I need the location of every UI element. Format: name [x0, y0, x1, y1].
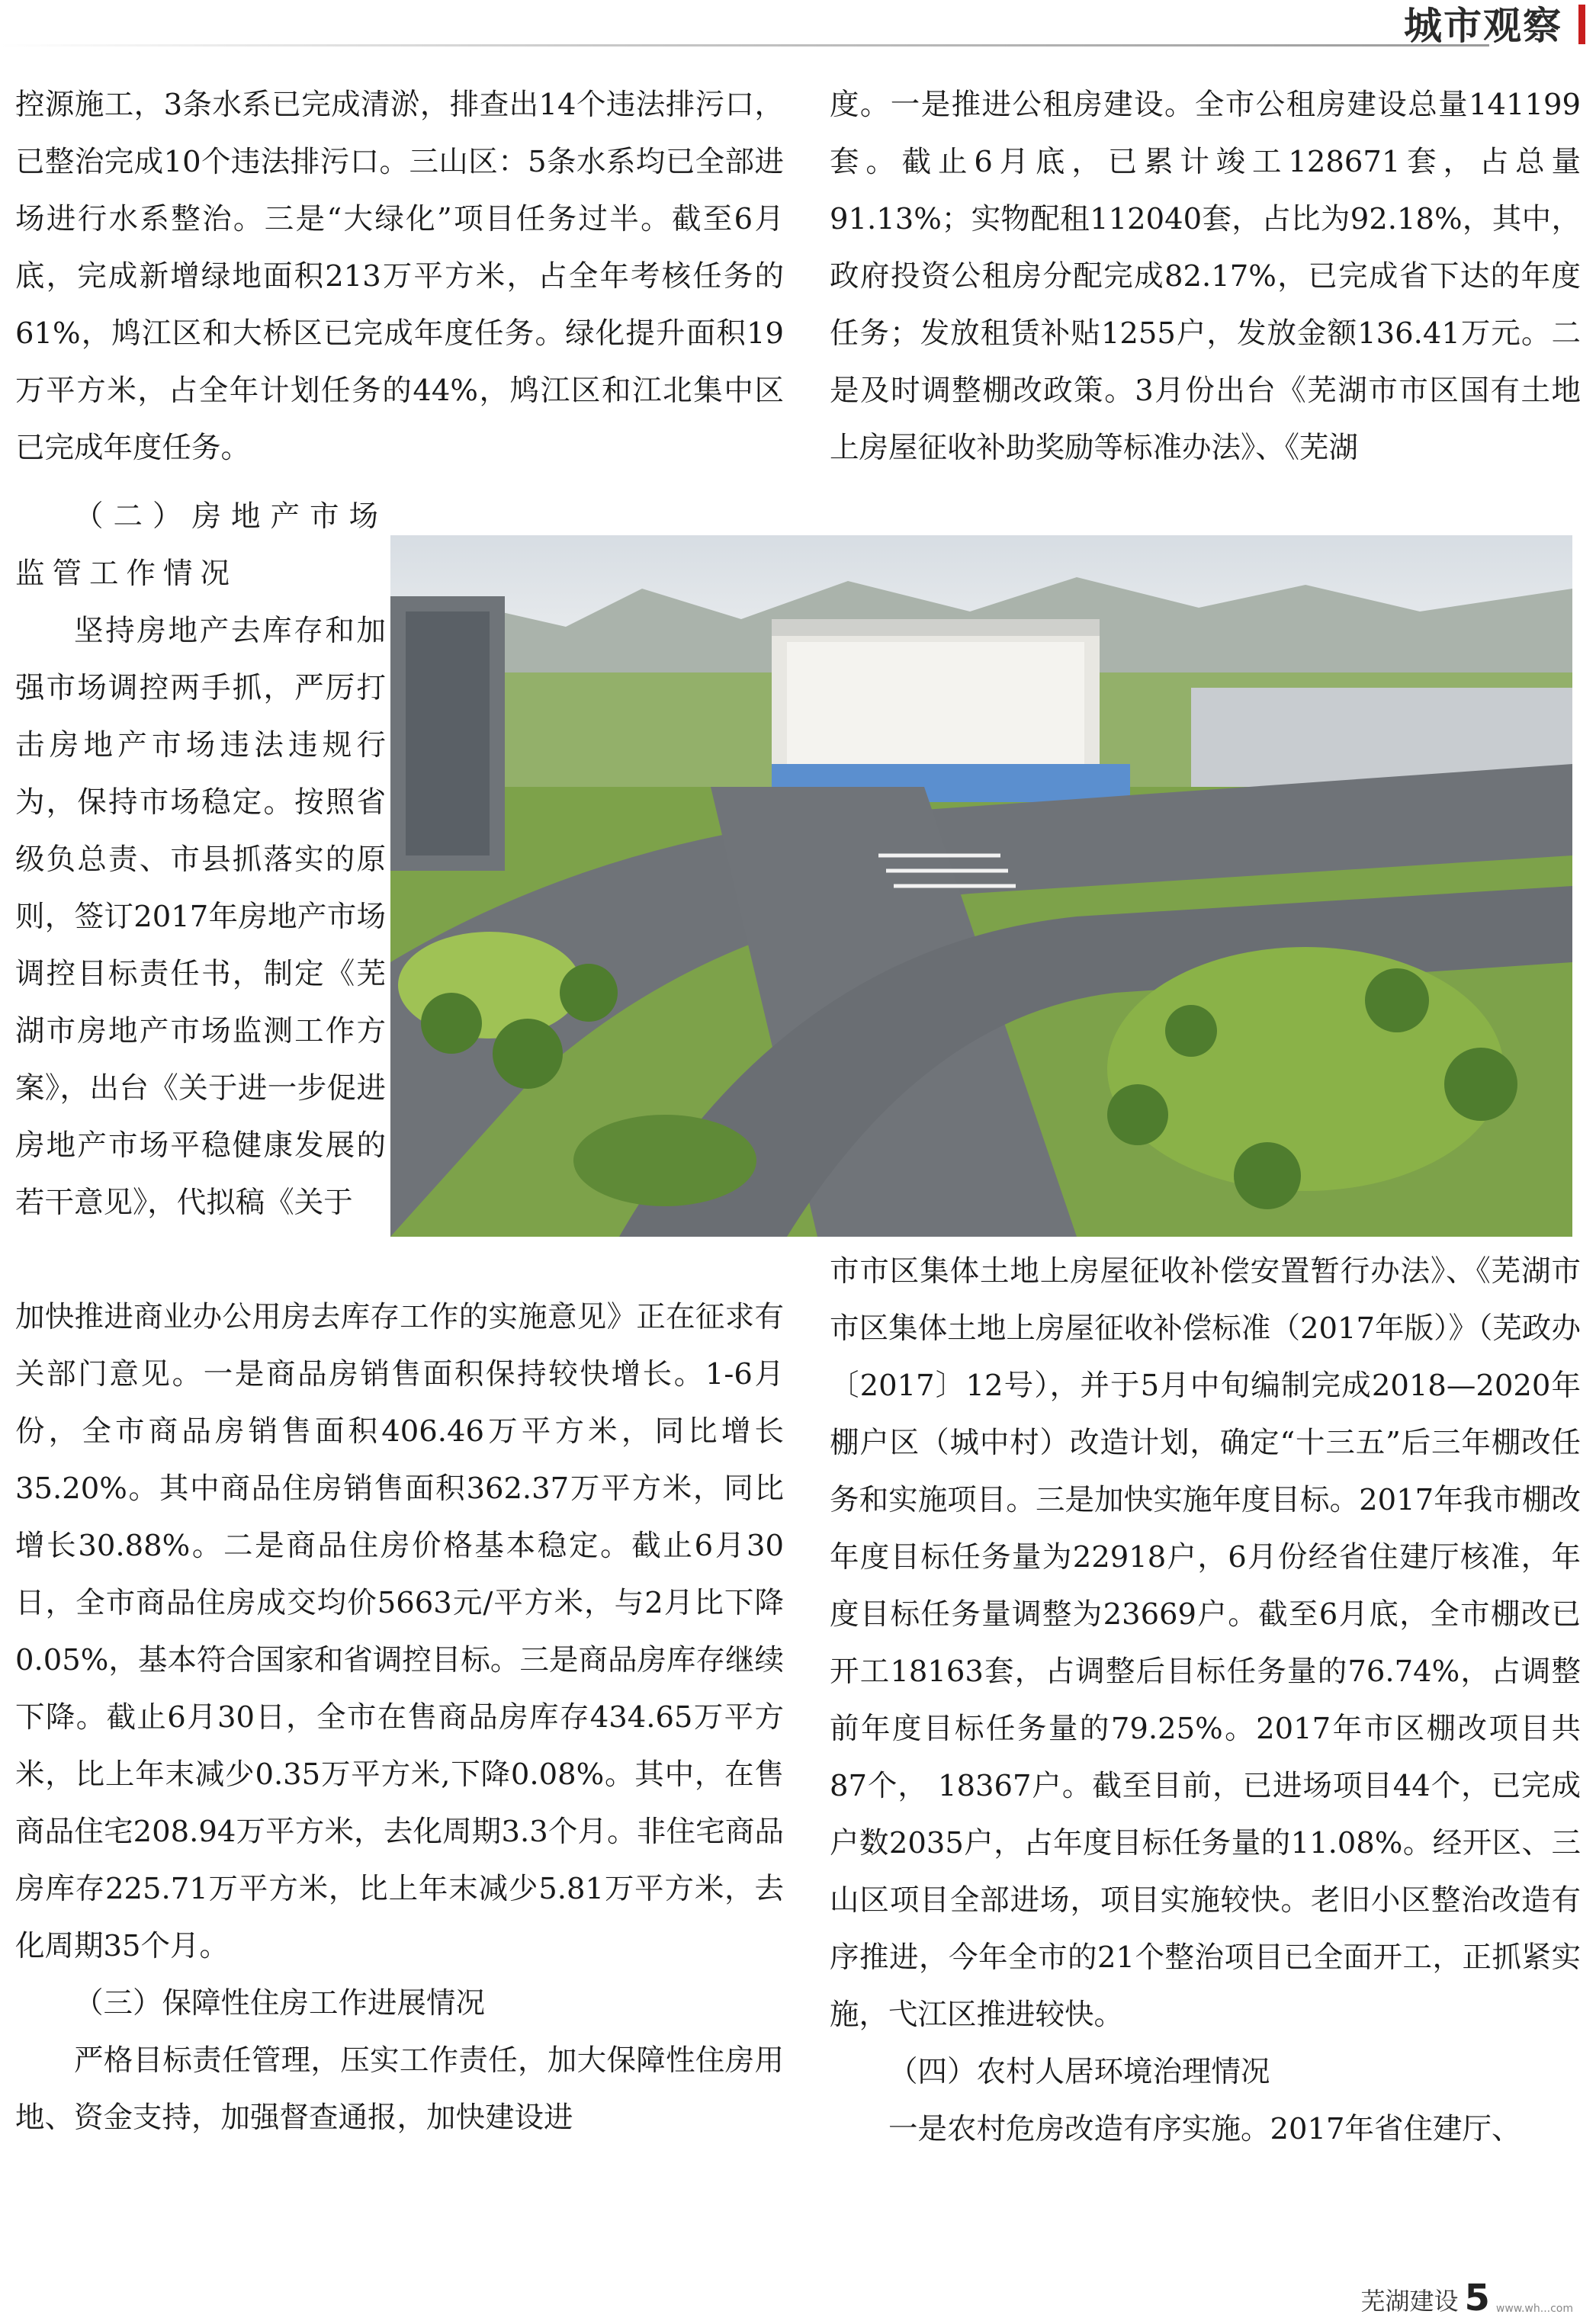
paragraph: 加快推进商业办公用房去库存工作的实施意见》正在征求有关部门意见。一是商品房销售面积保持较快增长。1-6月份，全市商品房销售面积406.46万平方米，同比增长35.20%。其中商品住房销售面积362.37万平方米，同比增长30.88%。二是商品住房价格基本稳定。截止6月30日，全市商品住房成交均价5663元/平方米，与2月比下降0.05%，基本符合国家和省调控目标。三是商品房库存继续下降。截止6月30日，全市在售商品房库存434.65万平方米，比上年末减少0.35万平方米,下降0.08%。其中，在售商品住宅208.94万平方米，去化周期3.3个月。非住宅商品房库存225.71万平方米，比上年末减少5.81万平方米，去化周期35个月。: [15, 1300, 784, 1963]
subheading-rural: （四）农村人居环境治理情况: [888, 2055, 1270, 2089]
page-header: [0, 0, 1596, 53]
header-rule: [0, 44, 1489, 47]
page-footer: [1360, 2277, 1573, 2319]
left-column-bottom: [15, 1289, 784, 2146]
left-column-narrow: [15, 488, 386, 1231]
paragraph: 一是农村危房改造有序实施。2017年省住建厅、: [888, 2112, 1521, 2146]
left-column-top: [15, 76, 784, 477]
aerial-intersection-photo: [390, 535, 1572, 1237]
right-column-bottom: [830, 1243, 1581, 2158]
paragraph: 市市区集体土地上房屋征收补偿安置暂行办法》、《芜湖市市区集体土地上房屋征收补偿标准（2017年版）》（芜政办〔2017〕12号），并于5月中旬编制完成2018—2020年棚户区（城中村）改造计划，确定“十三五”后三年棚改任务和实施项目。三是加快实施年度目标。2017年我市棚改年度目标任务量为22918户，6月份经省住建厅核准，年度目标任务量调整为23669户。截至6月底，全市棚改已开工18163套，占调整后目标任务量的76.74%，占调整前年度目标任务量的79.25%。2017年市区棚改项目共87个， 18367户。截至目前，已进场项目44个，已完成户数2035户，占年度目标任务量的11.08%。经开区、三山区项目全部进场，项目实施较快。老旧小区整治改造有序推进，今年全市的21个整治项目已全面开工，正抓紧实施，弋江区推进较快。: [830, 1254, 1581, 2032]
photo-illustration: [390, 535, 1572, 1237]
paragraph: 坚持房地产去库存和加强市场调控两手抓，严厉打击房地产市场违法违规行为，保持市场稳定。按照省级负总责、市县抓落实的原则，签订2017年房地产市场调控目标责任书，制定《芜湖市房地产市场监测工作方案》，出台《关于进一步促进房地产市场平稳健康发展的若干意见》，代拟稿《关于: [15, 614, 386, 1220]
subheading-housing: （三）保障性住房工作进展情况: [74, 1986, 486, 2021]
paragraph: 控源施工，3条水系已完成清淤，排查出14个违法排污口，已整治完成10个违法排污口。三山区：5条水系均已全部进场进行水系整治。三是“大绿化”项目任务过半。截至6月底，完成新增绿地面积213万平方米，占全年考核任务的61%，鸠江区和大桥区已完成年度任务。绿化提升面积19万平方米，占全年计划任务的44%，鸠江区和江北集中区已完成年度任务。: [15, 88, 784, 465]
right-column-top: [830, 76, 1581, 477]
section-accent-bar: [1578, 5, 1585, 44]
paragraph: 度。一是推进公租房建设。全市公租房建设总量141199套。截止6月底，已累计竣工128671套，占总量91.13%；实物配租112040套，占比为92.18%，其中，政府投资公租房分配完成82.17%，已完成省下达的年度任务；发放租赁补贴1255户，发放金额136.41万元。二是及时调整棚改政策。3月份出台《芜湖市市区国有土地上房屋征收补助奖励等标准办法》、《芜湖: [830, 88, 1581, 465]
section-title: 城市观察: [1404, 4, 1562, 48]
paragraph: 严格目标责任管理，压实工作责任，加大保障性住房用地、资金支持，加强督查通报，加快建设进: [15, 2043, 784, 2135]
footer-url: www.wh...com: [1495, 2303, 1573, 2315]
page-number: 5: [1464, 2277, 1490, 2319]
subheading-real-estate: （二）房地产市场监管工作情况: [15, 499, 386, 591]
magazine-name: 芜湖建设: [1360, 2287, 1459, 2316]
